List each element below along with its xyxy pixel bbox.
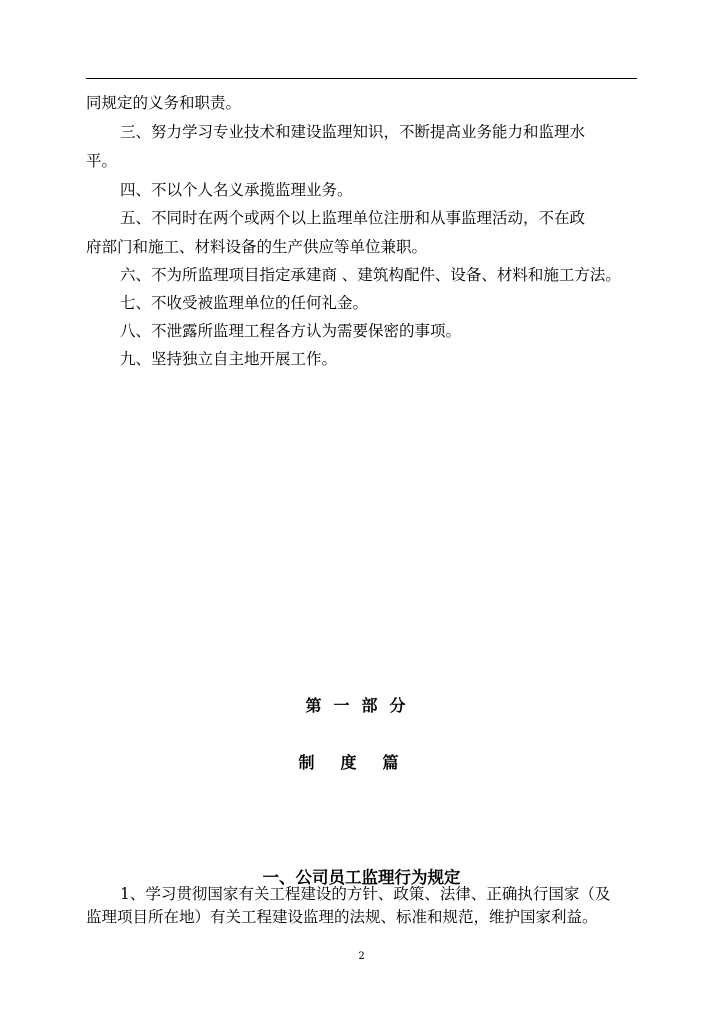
page-number: 2 [358,951,365,962]
part-title: 第一部分 [305,696,418,715]
paragraph-line-10: 九、坚持独立自主地开展工作。 [120,350,338,368]
paragraph-line-6: 府部门和施工、材料设备的生产供应等单位兼职。 [86,238,428,256]
header-divider [86,78,637,79]
paragraph-line-1: 同规定的义务和职责。 [86,94,242,112]
rule-line-2: 监理项目所在地）有关工程建设监理的法规、标准和规范，维护国家利益。 [86,908,598,926]
paragraph-line-5: 五、不同时在两个或两个以上监理单位注册和从事监理活动，不在政 [120,209,586,227]
paragraph-line-8: 七、不收受被监理单位的任何礼金。 [120,294,369,312]
paragraph-line-9: 八、不泄露所监理工程各方认为需要保密的事项。 [120,322,462,340]
paragraph-line-3: 平。 [86,152,118,170]
paragraph-line-2: 三、努力学习专业技术和建设监理知识，不断提高业务能力和监理水 [120,123,586,141]
paragraph-line-7: 六、不为所监理项目指定承建商 、建筑构配件、设备、材料和施工方法。 [120,266,621,284]
rule-line-1: 1、学习贯彻国家有关工程建设的方针、政策、法律、正确执行国家（及 [120,885,611,903]
paragraph-line-4: 四、不以个人名义承揽监理业务。 [120,181,353,199]
chapter-title: 制度篇 [298,753,425,772]
rule-heading: 一、公司员工监理行为规定 [262,868,461,887]
